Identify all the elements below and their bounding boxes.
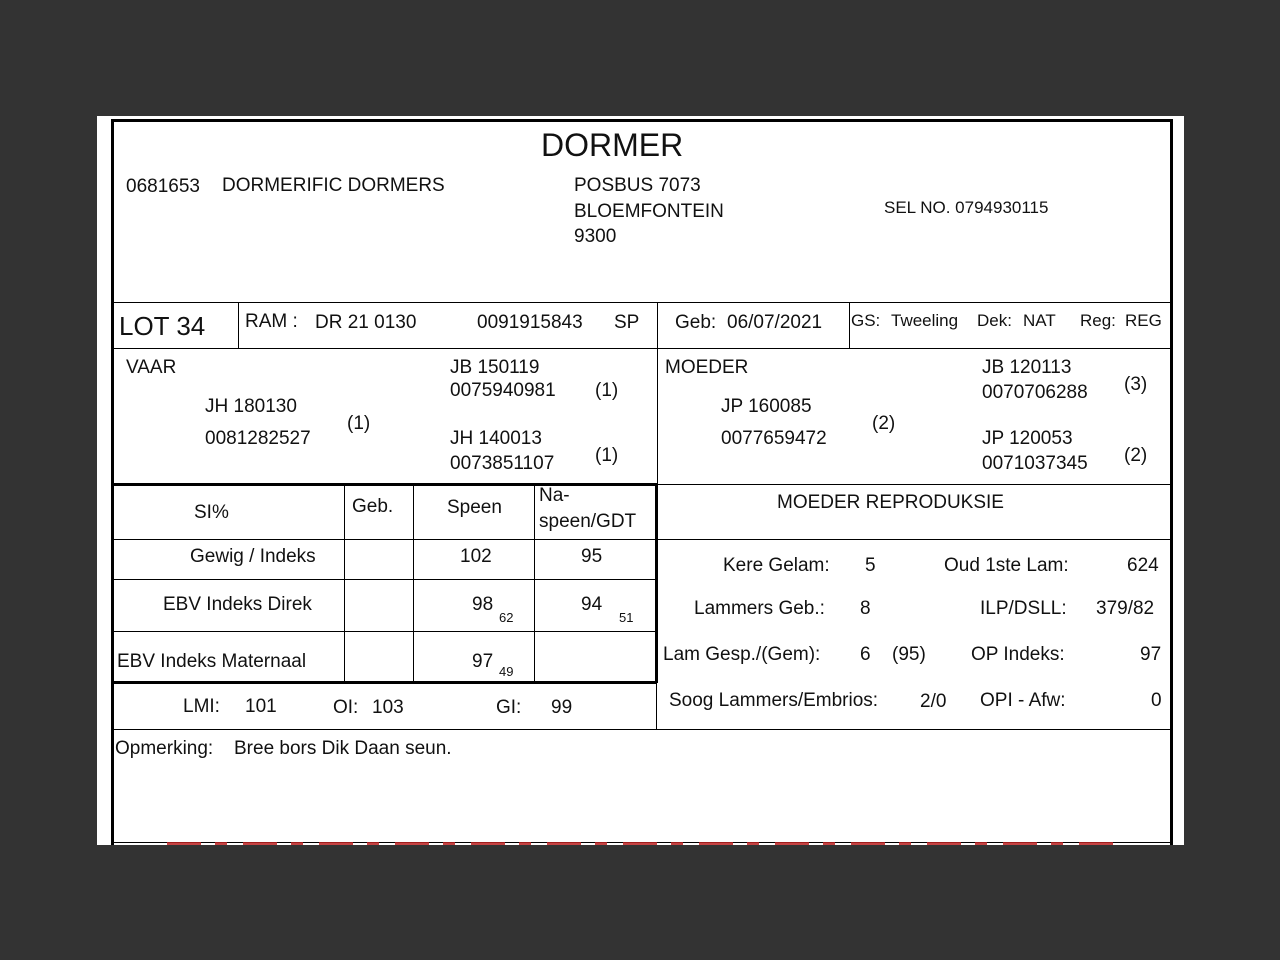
- birth-date: 06/07/2021: [727, 312, 823, 333]
- divider-ram: [657, 302, 658, 484]
- op-label: OP Indeks:: [971, 644, 1065, 665]
- col-geb-header: Geb.: [352, 496, 394, 517]
- sire-dam-id: JH 140013: [450, 428, 542, 449]
- dam-sire-count: (3): [1124, 374, 1148, 395]
- ilp-label: ILP/DSLL:: [980, 598, 1067, 619]
- reproduction-title: MOEDER REPRODUKSIE: [777, 492, 1004, 513]
- divider-perf-top: [111, 483, 657, 486]
- row-direk-label: EBV Indeks Direk: [163, 594, 312, 615]
- divider-geb: [849, 302, 850, 348]
- divider-lot-row: [111, 348, 1173, 349]
- reg-value: REG: [1125, 311, 1162, 330]
- row-maternaal-speen-accuracy: 49: [499, 664, 514, 679]
- opi-value: 0: [1151, 690, 1162, 711]
- divider-remark: [111, 729, 1173, 730]
- dam-label: MOEDER: [665, 357, 749, 378]
- divider-lot: [238, 302, 239, 348]
- oud-label: Oud 1ste Lam:: [944, 555, 1069, 576]
- divider-perf-head: [111, 539, 1173, 540]
- dam-id: JP 160085: [721, 396, 812, 417]
- ram-id: DR 21 0130: [315, 312, 417, 333]
- breeder-code: 0681653: [126, 176, 200, 197]
- sire-count: (1): [347, 413, 371, 434]
- gs-label: GS:: [851, 311, 881, 330]
- divider-perf-row1: [111, 579, 657, 580]
- row-gewig-naspeen: 95: [581, 546, 603, 567]
- divider-col-naspeen: [534, 484, 535, 682]
- birth-label: Geb:: [675, 312, 717, 333]
- col-speen-header: Speen: [447, 497, 502, 518]
- sire-label: VAAR: [126, 357, 177, 378]
- kere-value: 5: [865, 555, 876, 576]
- divider-col-speen: [413, 484, 414, 682]
- col-naspeen-header-1: Na-: [539, 485, 570, 506]
- dam-dam-id: JP 120053: [982, 428, 1073, 449]
- frame-left: [111, 119, 114, 845]
- grade: SP: [614, 312, 640, 333]
- gesp-average: (95): [892, 644, 926, 665]
- catalogue-card: [97, 116, 1184, 845]
- row-gewig-label: Gewig / Indeks: [190, 546, 316, 567]
- lot-number: LOT 34: [119, 311, 206, 341]
- sire-sire-id: JB 150119: [450, 357, 540, 378]
- sire-id: JH 180130: [205, 396, 297, 417]
- frame-right: [1170, 119, 1173, 845]
- dam-sire-number: 0070706288: [982, 382, 1088, 403]
- row-direk-speen-accuracy: 62: [499, 610, 514, 625]
- lammers-value: 8: [860, 598, 871, 619]
- gesp-label: Lam Gesp./(Gem):: [663, 644, 821, 665]
- gs-value: Tweeling: [891, 311, 959, 330]
- ilp-value: 379/82: [1096, 598, 1155, 619]
- address-line-2: BLOEMFONTEIN: [574, 201, 724, 222]
- remark-text: Bree bors Dik Daan seun.: [234, 738, 452, 759]
- breeder-name: DORMERIFIC DORMERS: [222, 175, 445, 196]
- col-naspeen-header-2: speen/GDT: [539, 511, 637, 532]
- sire-sire-number: 0075940981: [450, 380, 556, 401]
- lammers-label: Lammers Geb.:: [694, 598, 825, 619]
- ram-label: RAM :: [245, 311, 298, 332]
- dam-dam-number: 0071037345: [982, 453, 1088, 474]
- gi-label: GI:: [496, 697, 522, 718]
- divider-perf-row2: [111, 631, 657, 632]
- divider-index-right: [656, 682, 657, 729]
- divider-header: [111, 302, 1173, 303]
- sire-number: 0081282527: [205, 428, 311, 449]
- dam-dam-count: (2): [1124, 445, 1148, 466]
- address-line-3: 9300: [574, 226, 617, 247]
- dam-count: (2): [872, 413, 896, 434]
- row-maternaal-speen: 97: [472, 651, 494, 672]
- cut-line: [167, 842, 1127, 845]
- opi-label: OPI - Afw:: [980, 690, 1066, 711]
- op-value: 97: [1140, 644, 1162, 665]
- dam-sire-id: JB 120113: [982, 357, 1072, 378]
- lmi-label: LMI:: [183, 696, 220, 717]
- row-direk-speen: 98: [472, 594, 494, 615]
- gi-value: 99: [551, 697, 573, 718]
- address-line-1: POSBUS 7073: [574, 175, 701, 196]
- col-si-header: SI%: [194, 502, 229, 523]
- sire-sire-count: (1): [595, 380, 619, 401]
- sel-number: SEL NO. 0794930115: [884, 198, 1049, 217]
- soog-value: 2/0: [920, 691, 947, 712]
- registration-number: 0091915843: [477, 312, 583, 333]
- gesp-value: 6: [860, 644, 871, 665]
- oud-value: 624: [1127, 555, 1159, 576]
- soog-label: Soog Lammers/Embrios:: [669, 690, 879, 711]
- lmi-value: 101: [245, 696, 277, 717]
- breed-title: DORMER: [541, 127, 684, 163]
- oi-value: 103: [372, 697, 404, 718]
- row-direk-naspeen: 94: [581, 594, 603, 615]
- reg-label: Reg:: [1080, 311, 1116, 330]
- dek-label: Dek:: [977, 311, 1012, 330]
- oi-label: OI:: [333, 697, 359, 718]
- kere-label: Kere Gelam:: [723, 555, 830, 576]
- remark-label: Opmerking:: [115, 738, 214, 759]
- dam-number: 0077659472: [721, 428, 827, 449]
- divider-perf-right: [655, 483, 658, 683]
- divider-perf-bottom: [111, 681, 657, 684]
- divider-col-geb: [344, 484, 345, 682]
- row-gewig-speen: 102: [460, 546, 492, 567]
- sire-dam-number: 0073851107: [450, 453, 555, 474]
- row-direk-naspeen-accuracy: 51: [619, 610, 634, 625]
- row-maternaal-label: EBV Indeks Maternaal: [117, 651, 307, 672]
- frame-top: [111, 119, 1173, 122]
- dek-value: NAT: [1023, 311, 1056, 330]
- sire-dam-count: (1): [595, 445, 619, 466]
